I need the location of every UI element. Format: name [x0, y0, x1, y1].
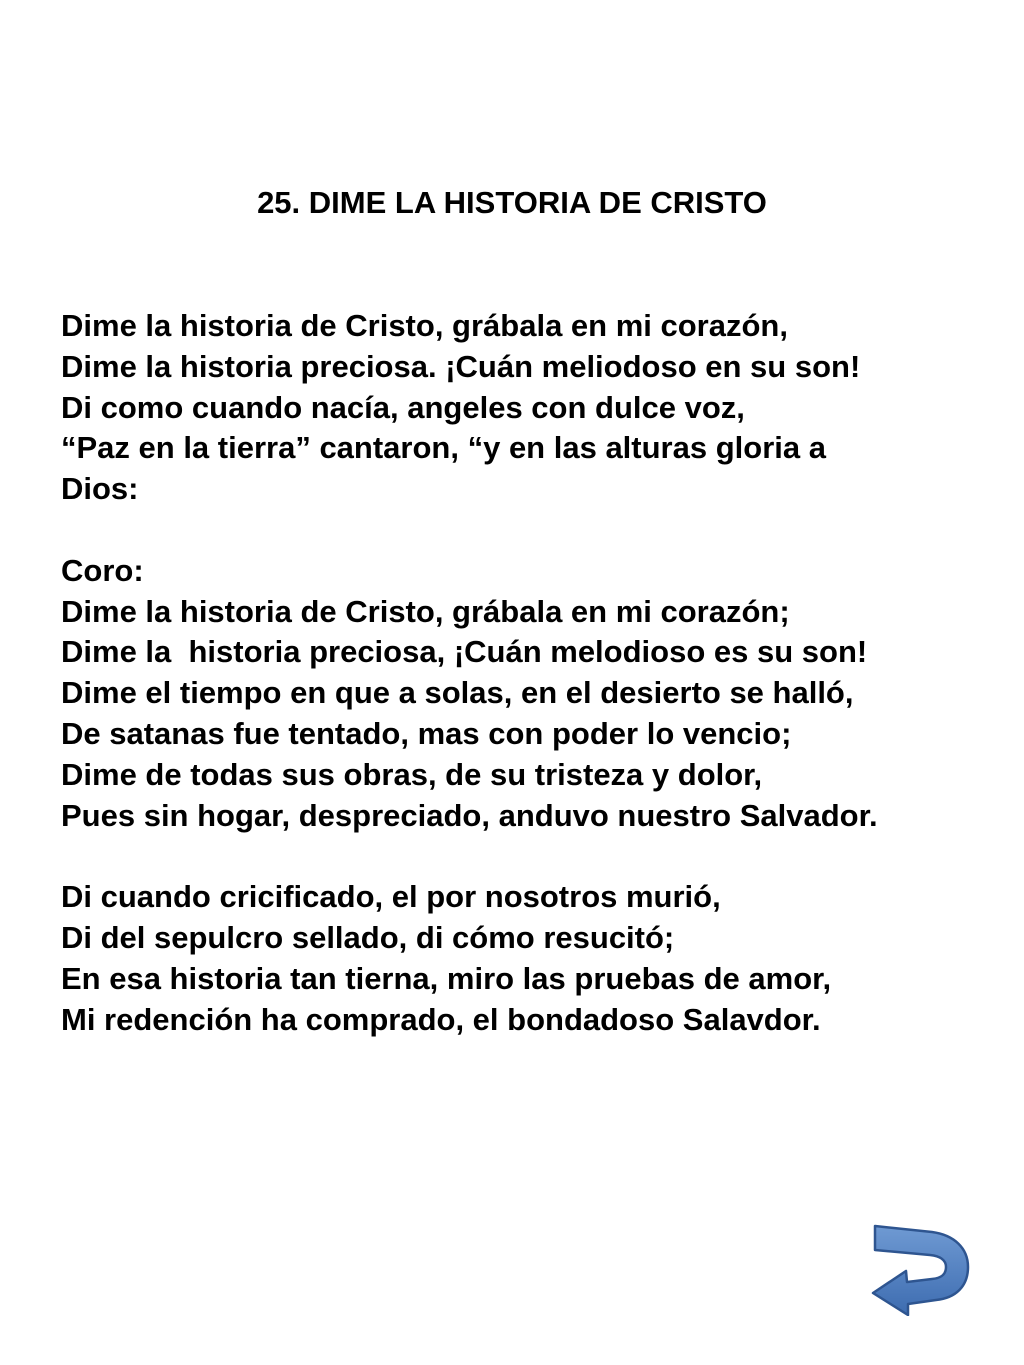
stanza-spacer — [61, 510, 1001, 551]
lyric-line: Pues sin hogar, despreciado, anduvo nuestro Salvador. — [61, 797, 878, 833]
lyric-line: Dime la historia preciosa, ¡Cuán melodioso es su son! — [61, 634, 868, 670]
lyric-line: Dime el tiempo en que a solas, en el desierto se halló, — [61, 675, 854, 711]
lyric-line: En esa historia tan tierna, miro las pruebas de amor, — [61, 960, 832, 996]
u-turn-back-arrow-icon — [870, 1222, 972, 1316]
chorus-label: Coro: — [61, 552, 144, 588]
lyric-line: Dime de todas sus obras, de su tristeza y dolor, — [61, 756, 763, 792]
lyric-line: Dime la historia de Cristo, grábala en mi corazón, — [61, 308, 788, 343]
lyric-line: Dios: — [61, 471, 139, 507]
lyric-line: De satanas fue tentado, mas con poder lo vencio; — [61, 715, 792, 751]
lyric-line: Di como cuando nacía, angeles con dulce voz, — [61, 389, 745, 425]
lyric-line: Di cuando cricificado, el por nosotros murió, — [61, 879, 721, 915]
stanza-spacer — [61, 836, 1001, 877]
song-title: 25. DIME LA HISTORIA DE CRISTO — [257, 185, 767, 220]
lyric-line: Dime la historia de Cristo, grábala en mi corazón; — [61, 593, 790, 629]
lyrics-body — [61, 306, 1001, 1040]
lyric-line: “Paz en la tierra” cantaron, “y en las alturas gloria a — [61, 430, 826, 466]
back-navigation-button[interactable] — [870, 1222, 972, 1316]
lyric-line: Dime la historia preciosa. ¡Cuán meliodoso en su son! — [61, 348, 861, 384]
lyric-line: Mi redención ha comprado, el bondadoso Salavdor. — [61, 1001, 821, 1037]
lyric-line: Di del sepulcro sellado, di cómo resucitó; — [61, 919, 675, 955]
